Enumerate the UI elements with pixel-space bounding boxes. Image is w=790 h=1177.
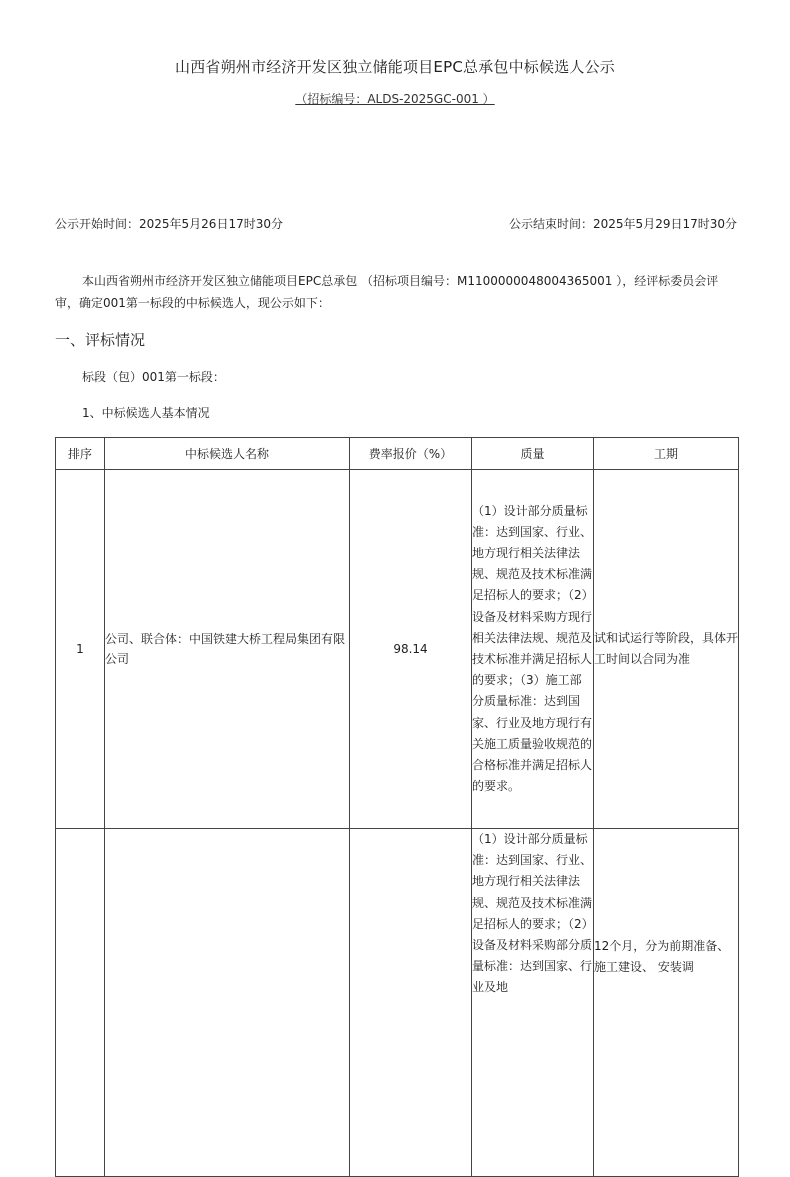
cell-candidate-name: 公司、联合体：中国铁建大桥工程局集团有限公司 xyxy=(105,470,350,829)
cell-quality: （1）设计部分质量标准：达到国家、行业、地方现行相关法律法规、规范及技术标准满足招标人的要求；（2）设备及材料采购部分质量标准：达到国家、行业及地 xyxy=(472,829,594,1177)
cell-rank xyxy=(56,829,105,1177)
publicity-end-time: 公示结束时间：2025年5月29日17时30分 xyxy=(509,217,737,231)
header-fee-rate: 费率报价（%） xyxy=(350,438,472,470)
subsection-heading-candidates: 1、中标候选人基本情况 xyxy=(82,406,210,420)
cell-fee-rate xyxy=(350,829,472,1177)
publicity-start-time: 公示开始时间：2025年5月26日17时30分 xyxy=(55,217,283,231)
cell-period: 试和试运行等阶段，具体开工时间以合同为准 xyxy=(594,470,739,829)
header-candidate-name: 中标候选人名称 xyxy=(105,438,350,470)
document-title: 山西省朔州市经济开发区独立储能项目EPC总承包中标候选人公示 xyxy=(175,58,615,76)
header-rank: 排序 xyxy=(56,438,105,470)
intro-paragraph: 本山西省朔州市经济开发区独立储能项目EPC总承包 （招标项目编号：M1100000048004365001 ），经评标委员会评审，确定001第一标段的中标候选人，现公示如下： xyxy=(55,274,719,310)
header-quality: 质量 xyxy=(472,438,594,470)
cell-fee-rate: 98.14 xyxy=(350,470,472,829)
tender-number: （招标编号：ALDS-2025GC-001 ） xyxy=(295,92,495,106)
table-row xyxy=(56,829,739,1177)
section-heading-evaluation: 一、评标情况 xyxy=(55,331,146,349)
cell-rank: 1 xyxy=(56,470,105,829)
cell-candidate-name xyxy=(105,829,350,1177)
table-header-row xyxy=(56,438,739,470)
cell-quality: （1）设计部分质量标准：达到国家、行业、地方现行相关法律法规、规范及技术标准满足招标人的要求；（2）设备及材料采购方现行相关法律法规、规范及技术标准并满足招标人的要求；（3）施工部分质量标准：达到国家、行业及地方现行有关施工质量验收规范的合格标准并满足招标人的要求。 xyxy=(472,470,594,829)
candidates-table xyxy=(55,437,739,1177)
cell-period: 12个月，分为前期准备、施工建设、 安装调 xyxy=(594,829,739,1177)
table-row xyxy=(56,470,739,829)
header-period: 工期 xyxy=(594,438,739,470)
lot-label: 标段（包）001第一标段： xyxy=(82,370,225,384)
